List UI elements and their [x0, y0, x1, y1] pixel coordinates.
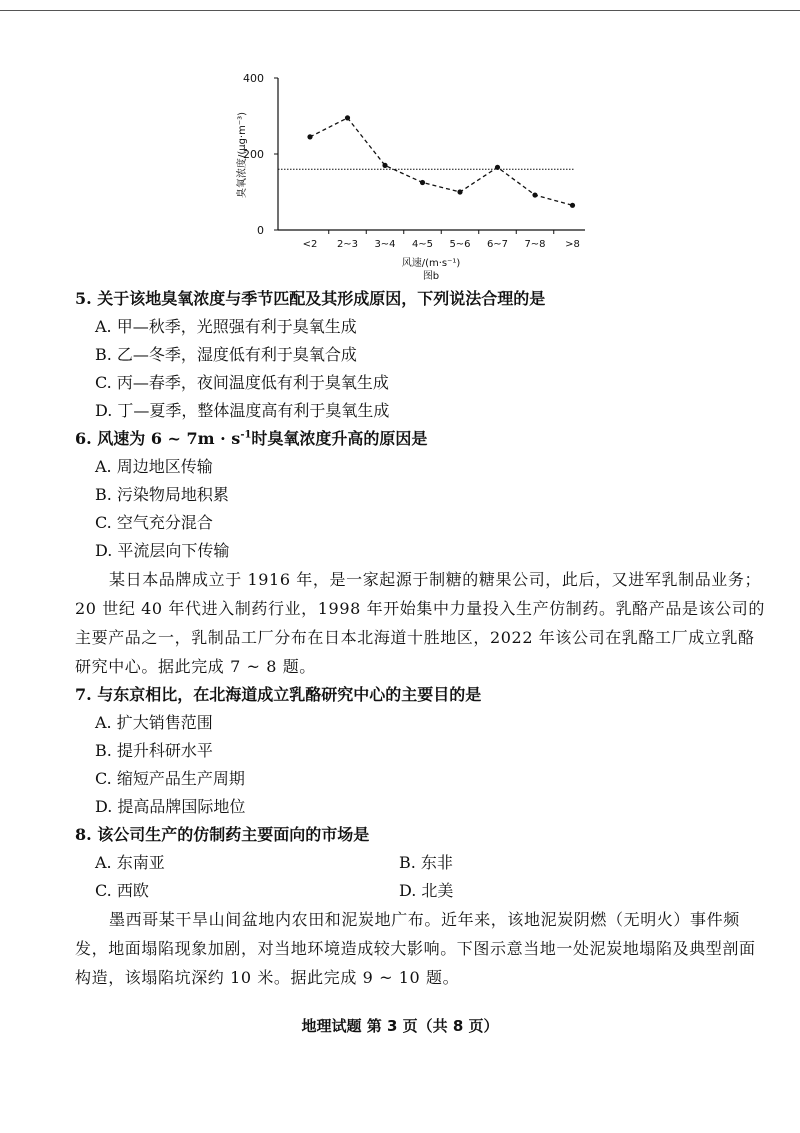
x-axis-label: 风速/(m·s⁻¹) [401, 258, 461, 269]
q6-stem [75, 425, 765, 453]
q5-option-a: A. 甲—秋季，光照强有利于臭氧生成 [95, 317, 357, 336]
q8-option-d: D. 北美 [399, 881, 454, 900]
data-point-1 [345, 115, 350, 120]
top-rule [0, 10, 800, 11]
y-axis-label: 臭氧浓度/(μg·m⁻³) [237, 111, 248, 199]
ozone-series-line [310, 118, 573, 205]
data-point-2 [382, 163, 387, 168]
passage-japan-brand [75, 565, 765, 681]
x-tick-label: 6~7 [486, 239, 509, 250]
page-footer: 地理试题 第 3 页（共 8 页） [301, 1017, 499, 1035]
q5-option-b: B. 乙—冬季，湿度低有利于臭氧合成 [95, 345, 357, 364]
y-ticks [243, 72, 278, 237]
q6-option-c: C. 空气充分混合 [95, 513, 213, 532]
ozone-series-points [307, 115, 575, 208]
q6-option-d: D. 平流层向下传输 [95, 541, 230, 560]
x-tick-label: 2~3 [336, 239, 359, 250]
x-tick-label: 4~5 [411, 239, 434, 250]
y-tick-label: 0 [257, 224, 264, 237]
x-tick-label: >8 [565, 239, 580, 250]
q7-option-d: D. 提高品牌国际地位 [95, 797, 246, 816]
data-point-6 [532, 192, 537, 197]
q6-option-b: B. 污染物局地积累 [95, 485, 229, 504]
q7-stem: 7. 与东京相比，在北海道成立乳酪研究中心的主要目的是 [75, 685, 482, 704]
y-tick-label: 200 [243, 148, 264, 161]
q6-stem-post: 时臭氧浓度升高的原因是 [251, 429, 428, 448]
data-point-0 [307, 134, 312, 139]
question-content [75, 285, 765, 992]
q6-stem-pre: 6. 风速为 6 ~ 7m · s [75, 429, 241, 448]
q5-option-d: D. 丁—夏季，整体温度高有利于臭氧生成 [95, 401, 390, 420]
q8-option-c: C. 西欧 [95, 881, 149, 900]
passage-mexico-peat-text: 墨西哥某干旱山间盆地内农田和泥炭地广布。近年来，该地泥炭阴燃（无明火）事件频发，地面塌陷现象加剧，对当地环境造成较大影响。下图示意当地一处泥炭地塌陷及典型剖面构造，该塌陷坑深约 10 米。据此完成 9 ~ 10 题。 [75, 910, 756, 987]
x-tick-label: 7~8 [524, 239, 546, 250]
data-point-5 [495, 165, 500, 170]
data-point-7 [570, 203, 575, 208]
q6-stem-sup: -1 [240, 429, 252, 441]
data-point-3 [420, 180, 425, 185]
q8-options-row-2 [75, 877, 765, 905]
q8-option-a: A. 东南亚 [95, 853, 165, 872]
q8-stem: 8. 该公司生产的仿制药主要面向的市场是 [75, 825, 370, 844]
q8-options-row-1 [75, 849, 765, 877]
data-point-4 [457, 189, 462, 194]
x-tick-label: 3~4 [374, 239, 396, 250]
x-ticks [303, 230, 580, 250]
ozone-windspeed-chart [190, 60, 610, 290]
q6-option-a: A. 周边地区传输 [95, 457, 213, 476]
q5-option-c: C. 丙—春季，夜间温度低有利于臭氧生成 [95, 373, 389, 392]
x-tick-label: 5~6 [449, 239, 471, 250]
y-tick-label: 400 [243, 72, 264, 85]
passage-japan-brand-text: 某日本品牌成立于 1916 年，是一家起源于制糖的糖果公司，此后，又进军乳制品业务；20 世纪 40 年代进入制药行业，1998 年开始集中力量投入生产仿制药。乳酪产品是该公司的主要产品之一，乳制品工厂分布在日本北海道十胜地区，2022 年该公司在乳酪工厂成立乳酪研究中心。据此完成 7 ~ 8 题。 [75, 570, 765, 676]
q7-option-b: B. 提升科研水平 [95, 741, 213, 760]
q8-option-b: B. 东非 [399, 853, 453, 872]
passage-mexico-peat [75, 905, 765, 992]
q7-option-a: A. 扩大销售范围 [95, 713, 213, 732]
q7-option-c: C. 缩短产品生产周期 [95, 769, 245, 788]
q5-stem: 5. 关于该地臭氧浓度与季节匹配及其形成原因，下列说法合理的是 [75, 289, 546, 308]
chart-svg [190, 60, 610, 290]
x-tick-label: <2 [302, 239, 318, 250]
figure-caption: 图b [422, 271, 440, 282]
